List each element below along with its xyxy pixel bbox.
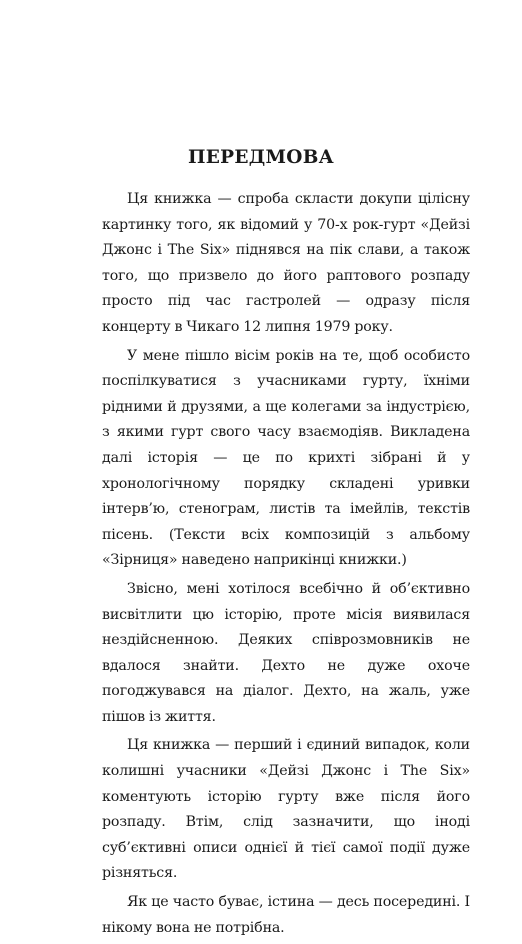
paragraph-3: Звісно, мені хотілося всебічно й об’єктивно висвітлити цю історію, проте місія виявилася нездійсненною. Деяких співрозмовників не вдалося знайти. Дехто не дуже охоче погоджувався на діалог. Дехто, на жаль, уже пішов із життя. bbox=[102, 580, 470, 725]
chapter-title: ПЕРЕДМОВА bbox=[187, 147, 335, 168]
paragraph-2: У мене пішло вісім років на те, щоб особисто поспілкуватися з учасниками гурту, їхніми рідними й друзями, а ще колегами за індустрією, з якими гурт свого часу взаємодіяв. Викладена далі історія — це по крихті зібрані й у хронологічному порядку складені уривки інтерв’ю, стенограм, листів та імейлів, текстів пісень. (Тексти всіх композицій з альбому «Зірниця» наведено наприкінці книжки.) bbox=[102, 347, 470, 569]
paragraph-1: Ця книжка — спроба скласти докупи цілісну картинку того, як відомий у 70-х рок-гурт «Дейзі Джонс і The Six» піднявся на пік слави, а також того, що призвело до його раптового розпаду просто під час гастролей — одразу після концерту в Чикаго 12 липня 1979 року. bbox=[102, 191, 470, 335]
paragraph-4: Ця книжка — перший і єдиний випадок, коли колишні учасники «Дейзі Джонс і The Six» коментують історію гурту вже після його розпаду. Втім, слід зазначити, що іноді суб’єктивні описи однієї й тієї самої події дуже різняться. bbox=[102, 737, 470, 882]
paragraph-5: Як це часто буває, істина — десь посередині. І нікому вона не потрібна. bbox=[102, 894, 470, 936]
chapter-body bbox=[102, 187, 470, 944]
